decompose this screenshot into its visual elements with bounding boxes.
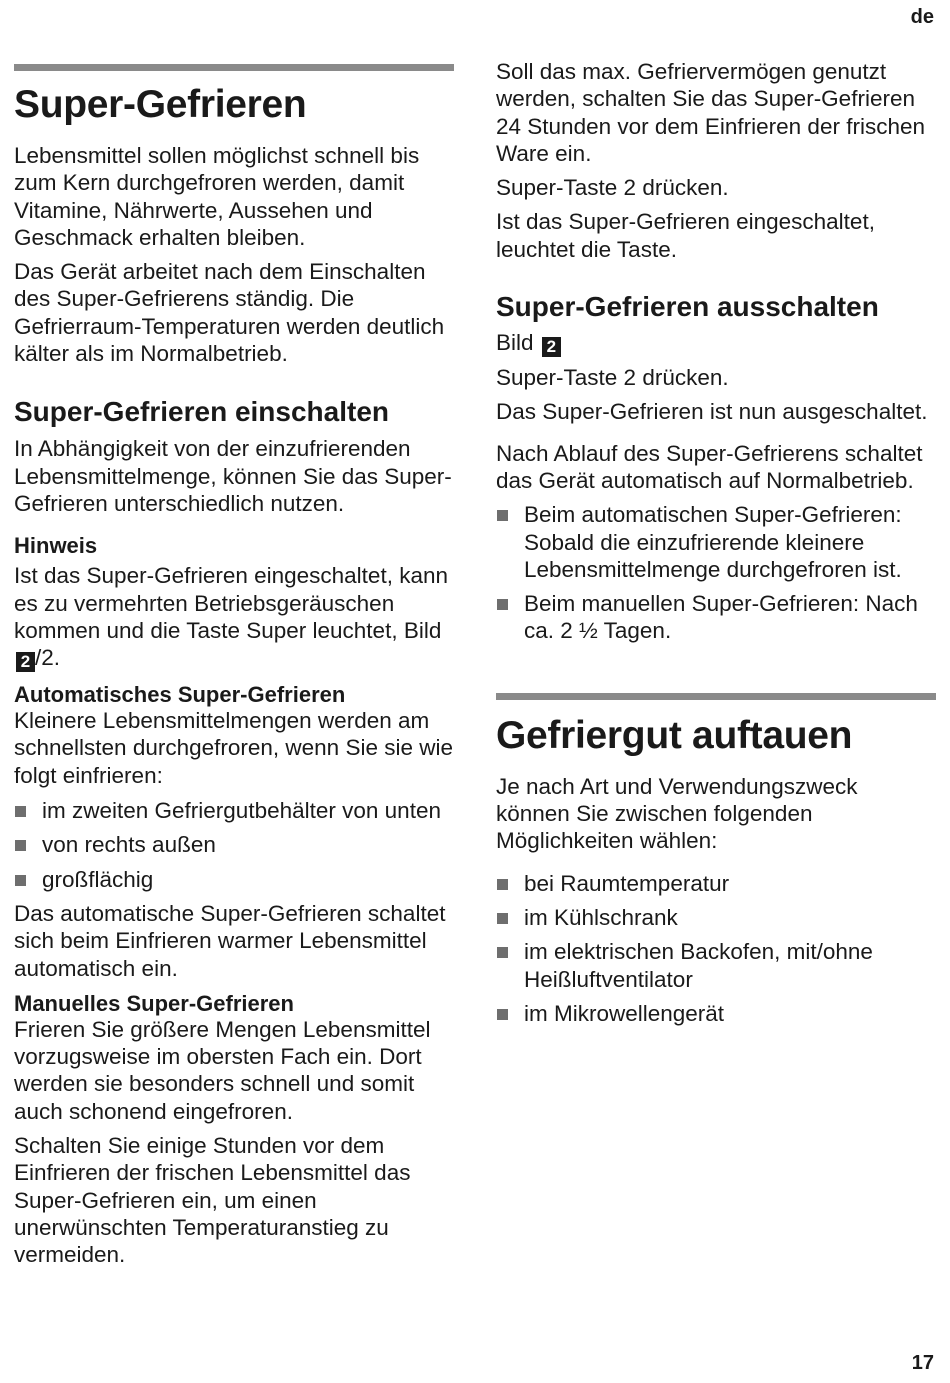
right-paragraph-3: Ist das Super-Gefrieren eingeschaltet, leuchtet die Taste.	[496, 209, 875, 262]
manual-paragraph-2: Schalten Sie einige Stunden vor dem Einfrieren der frischen Lebensmittel das Super-Gefrieren ein, um einen unerwünschten Temperaturanstieg zu vermeiden.	[14, 1133, 411, 1268]
auto-after-paragraph: Das automatische Super-Gefrieren schaltet sich beim Einfrieren warmer Lebensmittel automatisch ein.	[14, 900, 446, 981]
manual-heading: Manuelles Super-Gefrieren	[14, 990, 294, 1016]
einschalten-paragraph: In Abhängigkeit von der einzufrierenden Lebensmittelmenge, können Sie das Super-Gefrieren unterschiedlich nutzen.	[14, 436, 452, 516]
section-rule	[496, 693, 936, 700]
intro-paragraph-2: Das Gerät arbeitet nach dem Einschalten des Super-Gefrierens ständig. Die Gefrierraum-Temperaturen werden deutlich kälter als im Normalbetrieb.	[14, 259, 445, 367]
list-item: Beim automatischen Super-Gefrieren: Sobald die einzufrierende kleinere Lebensmittelmenge durchgefroren ist.	[496, 501, 936, 583]
square-bullet-icon	[497, 510, 508, 521]
aus-list	[496, 501, 936, 644]
list-item: von rechts außen	[14, 831, 454, 858]
aus-paragraph-3: Nach Ablauf des Super-Gefrierens schaltet das Gerät automatisch auf Normalbetrieb.	[496, 440, 923, 493]
list-item: großflächig	[14, 866, 454, 893]
square-bullet-icon	[497, 879, 508, 890]
aus-paragraph-1: Super-Taste 2 drücken.	[496, 365, 729, 391]
square-bullet-icon	[497, 913, 508, 924]
manual-paragraph-1: Frieren Sie größere Mengen Lebensmittel vorzugsweise im obersten Fach ein. Dort werden sie besonders schnell und somit auch schonend eingefroren.	[14, 1016, 431, 1124]
bild-reference: Bild 2	[496, 329, 936, 357]
right-column	[496, 0, 936, 1027]
auto-paragraph: Kleinere Lebensmittelmengen werden am schnellsten durchgefroren, wenn Sie sie wie folgt einfrieren:	[14, 708, 453, 788]
list-item: im Mikrowellengerät	[496, 1000, 936, 1027]
auftauen-paragraph: Je nach Art und Verwendungszweck können Sie zwischen folgenden Möglichkeiten wählen:	[496, 773, 858, 854]
section-title-super-gefrieren: Super-Gefrieren	[14, 83, 307, 126]
intro-paragraph-1: Lebensmittel sollen möglichst schnell bis zum Kern durchgefroren werden, damit Vitamine, Nährwerte, Aussehen und Geschmack erhalten bleiben.	[14, 143, 420, 250]
aus-paragraph-2: Das Super-Gefrieren ist nun ausgeschaltet.	[496, 399, 928, 425]
page-number: 17	[911, 1352, 934, 1374]
list-item: im zweiten Gefriergutbehälter von unten	[14, 797, 454, 824]
figure-reference-badge: 2	[542, 337, 561, 357]
auto-list	[14, 797, 454, 893]
square-bullet-icon	[15, 875, 26, 886]
right-paragraph-2: Super-Taste 2 drücken.	[496, 175, 729, 201]
list-item: bei Raumtemperatur	[496, 870, 936, 897]
square-bullet-icon	[15, 840, 26, 851]
left-column	[14, 0, 454, 1269]
auto-heading: Automatisches Super-Gefrieren	[14, 682, 346, 708]
heading-einschalten: Super-Gefrieren einschalten	[14, 396, 390, 428]
list-item: Beim manuellen Super-Gefrieren: Nach ca. 2 ½ Tagen.	[496, 590, 936, 645]
square-bullet-icon	[497, 947, 508, 958]
language-label: de	[910, 6, 934, 28]
square-bullet-icon	[15, 806, 26, 817]
auftauen-list	[496, 870, 936, 1027]
list-item: im elektrischen Backofen, mit/ohne Heißluftventilator	[496, 938, 936, 993]
right-paragraph-1: Soll das max. Gefriervermögen genutzt werden, schalten Sie das Super-Gefrieren 24 Stunden vor dem Einfrieren der frischen Ware ein.	[496, 59, 925, 166]
hinweis-text-start: Ist das Super-Gefrieren eingeschaltet, kann es zu vermehrten Betriebsgeräuschen kommen und die Taste Super leuchtet, Bild	[14, 563, 448, 643]
section-title-auftauen: Gefriergut auftauen	[496, 713, 853, 757]
hinweis-text-end: /2.	[35, 645, 61, 671]
list-item: im Kühlschrank	[496, 904, 936, 931]
section-rule	[14, 64, 454, 71]
square-bullet-icon	[497, 1009, 508, 1020]
figure-reference-badge: 2	[16, 652, 35, 672]
hinweis-heading: Hinweis	[14, 533, 98, 559]
heading-ausschalten: Super-Gefrieren ausschalten	[496, 291, 879, 323]
hinweis-paragraph	[14, 562, 454, 672]
square-bullet-icon	[497, 599, 508, 610]
